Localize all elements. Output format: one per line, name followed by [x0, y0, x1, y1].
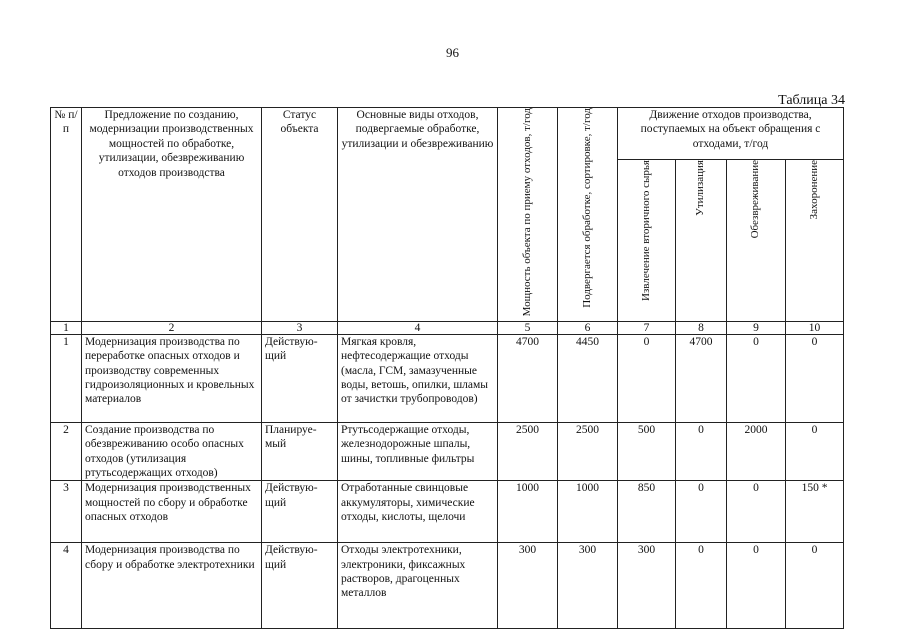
column-number: 6: [558, 321, 618, 334]
page-number: 96: [446, 45, 459, 60]
header-num: № п/п: [51, 108, 82, 322]
row-waste: Мягкая кровля, нефтесодержащие отходы (масла, ГСМ, замазученные воды, ветошь, опилки, шламы от зачистки трубопроводов): [338, 334, 498, 422]
row-burial: 150 *: [786, 481, 844, 543]
row-processing: 2500: [558, 422, 618, 481]
table-row: [51, 481, 844, 543]
row-num: 3: [51, 481, 82, 543]
row-extraction: 850: [618, 481, 676, 543]
header-proposal: Предложение по созданию, модернизации производственных мощностей по обработке, утилизации, обезвреживанию отходов производства: [82, 108, 262, 322]
header-extraction-text: Извлечение вторичного сырья: [639, 159, 652, 301]
row-waste: Отработанные свинцовые аккумуляторы, химические отходы, кислоты, щелочи: [338, 481, 498, 543]
table-row: [51, 334, 844, 422]
row-neutralization: 0: [727, 334, 786, 422]
header-waste-types: Основные виды отходов, подвергаемые обработке, утилизации и обезвреживанию: [338, 108, 498, 322]
header-movement: Движение отходов производства, поступаемых на объект обращения с отходами, т/год: [618, 108, 844, 160]
row-proposal: Создание производства по обезвреживанию особо опасных отходов (утилизация ртутьсодержащих отходов): [82, 422, 262, 481]
header-neutralization: [727, 159, 786, 321]
row-num: 4: [51, 543, 82, 629]
column-number: 9: [727, 321, 786, 334]
row-num: 2: [51, 422, 82, 481]
row-processing: 1000: [558, 481, 618, 543]
header-burial-text: Захоронение: [807, 159, 820, 220]
row-num: 1: [51, 334, 82, 422]
row-extraction: 300: [618, 543, 676, 629]
header-extraction: [618, 159, 676, 321]
row-processing: 4450: [558, 334, 618, 422]
header-capacity: [498, 108, 558, 322]
row-burial: 0: [786, 422, 844, 481]
row-capacity: 300: [498, 543, 558, 629]
column-number: 5: [498, 321, 558, 334]
header-burial: [786, 159, 844, 321]
row-neutralization: 2000: [727, 422, 786, 481]
header-status: Статус объекта: [262, 108, 338, 322]
row-neutralization: 0: [727, 543, 786, 629]
column-number: 7: [618, 321, 676, 334]
row-utilization: 0: [676, 481, 727, 543]
table-row: [51, 543, 844, 629]
column-number: 4: [338, 321, 498, 334]
row-extraction: 500: [618, 422, 676, 481]
row-proposal: Модернизация производства по сбору и обработке электротехники: [82, 543, 262, 629]
row-capacity: 4700: [498, 334, 558, 422]
header-utilization-text: Утилизация: [694, 159, 707, 216]
header-utilization: [676, 159, 727, 321]
header-processing: [558, 108, 618, 322]
column-number: 1: [51, 321, 82, 334]
column-number-row: [51, 321, 844, 334]
column-number: 10: [786, 321, 844, 334]
row-status: Действую-щий: [262, 334, 338, 422]
row-proposal: Модернизация производственных мощностей по сбору и обработке опасных отходов: [82, 481, 262, 543]
column-number: 2: [82, 321, 262, 334]
row-status: Действую-щий: [262, 481, 338, 543]
row-capacity: 2500: [498, 422, 558, 481]
row-proposal: Модернизация производства по переработке опасных отходов и производству современных гидроизоляционных и кровельных материалов: [82, 334, 262, 422]
row-extraction: 0: [618, 334, 676, 422]
row-processing: 300: [558, 543, 618, 629]
column-number: 8: [676, 321, 727, 334]
row-burial: 0: [786, 334, 844, 422]
header-neutralization-text: Обезвреживание: [749, 159, 762, 239]
row-status: Действую-щий: [262, 543, 338, 629]
header-capacity-text: Мощность объекта по приему отходов, т/год: [520, 108, 533, 317]
row-utilization: 4700: [676, 334, 727, 422]
table-caption: Таблица 34: [778, 93, 845, 108]
row-capacity: 1000: [498, 481, 558, 543]
column-number: 3: [262, 321, 338, 334]
row-neutralization: 0: [727, 481, 786, 543]
waste-facilities-table: [50, 107, 844, 629]
row-utilization: 0: [676, 422, 727, 481]
row-waste: Отходы электротехники, электроники, фиксажных растворов, драгоценных металлов: [338, 543, 498, 629]
row-utilization: 0: [676, 543, 727, 629]
table-row: [51, 422, 844, 481]
row-burial: 0: [786, 543, 844, 629]
row-status: Планируе-мый: [262, 422, 338, 481]
row-waste: Ртутьсодержащие отходы, железнодорожные шпалы, шины, топливные фильтры: [338, 422, 498, 481]
header-processing-text: Подвергается обработке, сортировке, т/год: [580, 108, 593, 308]
